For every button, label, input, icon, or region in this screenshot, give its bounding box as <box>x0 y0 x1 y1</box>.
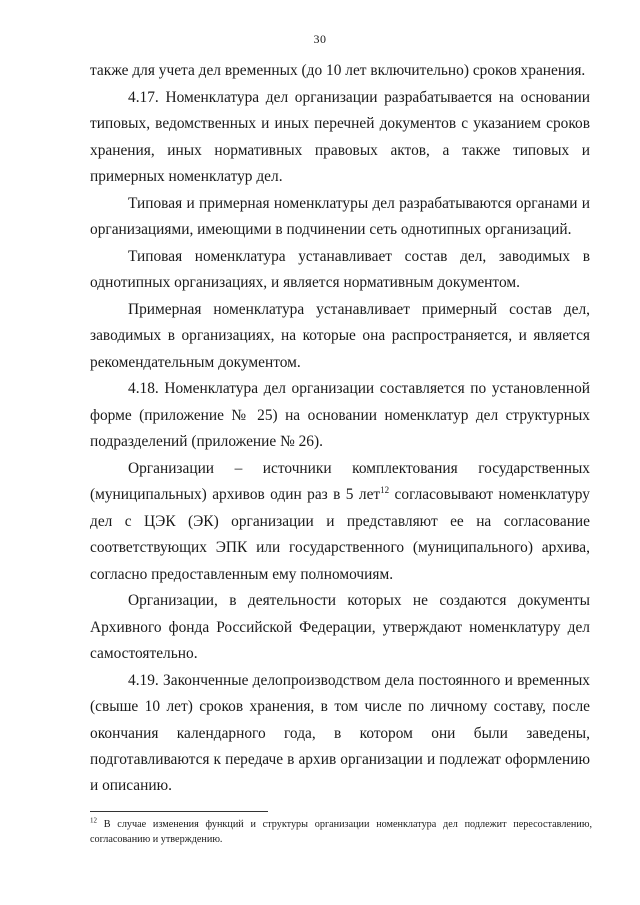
page-number: 30 <box>313 32 327 46</box>
paragraph-independent-approval: Организации, в деятельности которых не создаются документы Архивного фонда Российской Федерации, утверждают номенклатуру дел самостоятельно. <box>90 592 590 663</box>
paragraph-typical-and-sample-nomenclature: Типовая и примерная номенклатуры дел разрабатываются органами и организациями, имеющими в подчинении сеть однотипных организаций. <box>90 194 590 239</box>
footnote-text: В случае изменения функций и структуры организации номенклатура дел подлежит пересоставлению, согласованию и утверждению. <box>90 819 592 845</box>
paragraph-archive-sources-text-before: Организации – источники комплектования государственных (муниципальных) архивов один раз в 5 лет <box>90 459 590 504</box>
paragraph-4-19: 4.19. Законченные делопроизводством дела постоянного и временных (свыше 10 лет) сроков хранения, в том числе по личному составу, после окончания календарного года, в котором они были заведены, подготавливаются к передаче в архив организации и подлежат оформлению и описанию. <box>90 671 590 795</box>
footnote-separator <box>90 811 268 812</box>
footnote <box>90 818 592 847</box>
paragraph-typical-nomenclature: Типовая номенклатура устанавливает состав дел, заводимых в однотипных организациях, и является нормативным документом. <box>90 247 590 292</box>
paragraph-4-17: 4.17. Номенклатура дел организации разрабатывается на основании типовых, ведомственных и иных перечней документов с указанием сроков хранения, иных нормативных правовых актов, а также типовых и примерных номенклатур дел. <box>90 88 590 185</box>
paragraph-archive-sources-text-after: согласовывают номенклатуру дел с ЦЭК (ЭК) организации и представляют ее на согласование соответствующих ЭПК или государственного (муниципального) архива, согласно предоставленным ему полномочиям. <box>90 486 590 583</box>
paragraph-4-18: 4.18. Номенклатура дел организации составляется по установленной форме (приложение № 25) на основании номенклатур дел структурных подразделений (приложение № 26). <box>90 380 590 451</box>
footnote-reference[interactable]: 12 <box>380 485 390 496</box>
footnote-marker: 12 <box>90 816 97 825</box>
paragraph-continuation: также для учета дел временных (до 10 лет включительно) сроков хранения. <box>90 62 586 79</box>
document-body <box>90 58 590 800</box>
paragraph-sample-nomenclature: Примерная номенклатура устанавливает примерный состав дел, заводимых в организациях, на которые она распространяется, и является рекомендательным документом. <box>90 300 590 371</box>
paragraph-archive-sources <box>90 456 590 588</box>
